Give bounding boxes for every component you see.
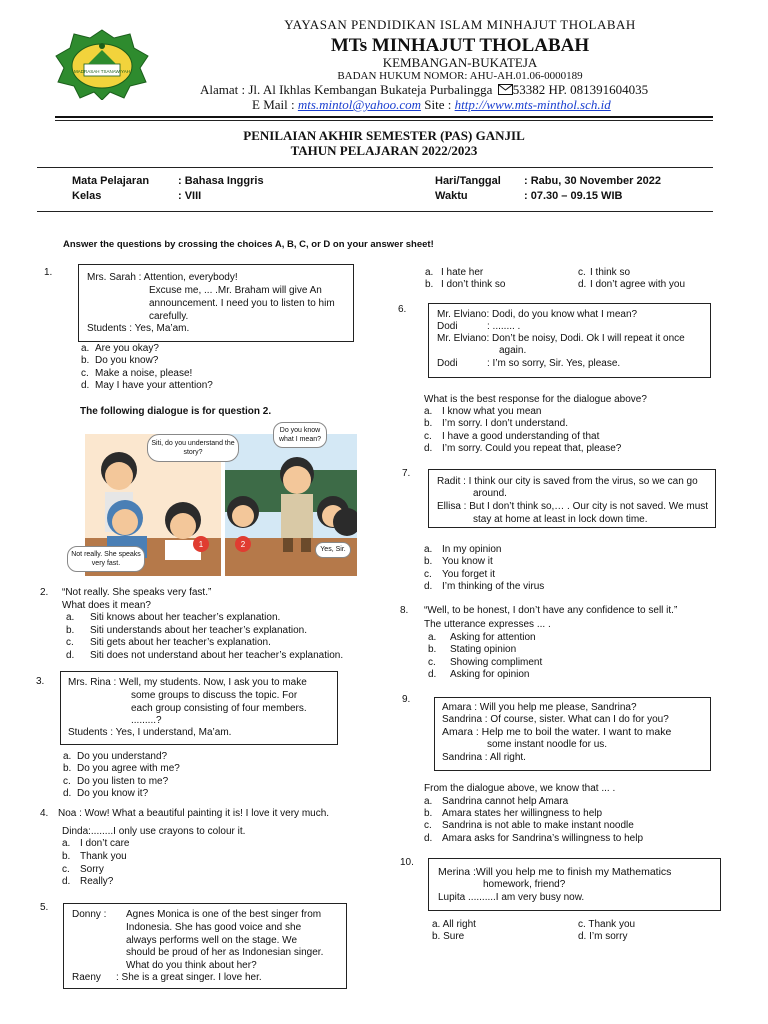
q6-line5-speaker: Dodi: [437, 358, 458, 369]
q6-line3: Mr. Elviano: Don’t be noisy, Dodi. Ok I will repeat it once: [437, 333, 685, 344]
q7-option-c[interactable]: c. You forget it: [424, 569, 496, 580]
q6-line5: : I’m so sorry, Sir. Yes, please.: [487, 358, 621, 369]
q1-line3: announcement. I need you to listen to him: [149, 298, 335, 309]
q4-option-b[interactable]: b. Thank you: [62, 851, 127, 862]
q8-option-a[interactable]: a. Asking for attention: [428, 632, 536, 643]
mail-icon: [498, 84, 513, 95]
class-label: Kelas: [72, 190, 102, 202]
q3-dialogue-box: [60, 671, 338, 745]
q5-option-d[interactable]: d. I don’t agree with you: [578, 279, 686, 290]
q2-number: 2.: [40, 587, 49, 598]
q3-line1: Mrs. Rina : Well, my students. Now, I ask you to make: [68, 677, 307, 688]
foundation-name: YAYASAN PENDIDIKAN ISLAM MINHAJUT THOLABAH: [284, 17, 636, 32]
q2-option-b[interactable]: b. Siti understands about her teacher’s explanation.: [66, 625, 307, 636]
class-value: : VIII: [178, 190, 202, 202]
speech-bubble-siti: Not really. She speaks very fast.: [67, 546, 145, 572]
q5-line6: : She is a great singer. I love her.: [116, 972, 262, 983]
q3-line4: .........?: [131, 715, 162, 726]
q2-question: What does it mean?: [62, 600, 151, 611]
q7-option-a[interactable]: a. In my opinion: [424, 544, 502, 555]
q1-option-c[interactable]: c. Make a noise, please!: [81, 368, 193, 379]
school-logo: [54, 28, 150, 100]
q9-option-d[interactable]: d. Amara asks for Sandrina’s willingness to help: [424, 833, 644, 844]
q6-dialogue-box: [428, 303, 711, 378]
q5-line2: Indonesia. She has good voice and she: [126, 922, 302, 933]
q4-option-c[interactable]: c. Sorry: [62, 864, 104, 875]
q10-number: 10.: [400, 857, 414, 868]
q6-option-d[interactable]: d. I’m sorry. Could you repeat that, please?: [424, 443, 622, 454]
q1-option-d[interactable]: d. May I have your attention?: [81, 380, 213, 391]
school-village: KEMBANGAN-BUKATEJA: [382, 55, 538, 70]
q1-dialogue-box: [78, 264, 354, 342]
q5-line4: should be proud of her as Indonesian singer.: [126, 947, 324, 958]
q5-donny: Donny :: [72, 909, 107, 920]
subject-label: Mata Pelajaran: [72, 175, 150, 187]
q7-option-d[interactable]: d. I’m thinking of the virus: [424, 581, 545, 592]
q1-line4: carefully.: [149, 311, 189, 322]
q6-line1: Mr. Elviano: Dodi, do you know what I mean?: [437, 309, 638, 320]
exam-title: PENILAIAN AKHIR SEMESTER (PAS) GANJIL: [243, 128, 525, 143]
q9-option-c[interactable]: c. Sandrina is not able to make instant noodle: [424, 820, 634, 831]
q3-option-c[interactable]: c. Do you listen to me?: [63, 776, 169, 787]
q9-line2: Sandrina : Of course, sister. What can I do for you?: [442, 714, 669, 725]
q6-question: What is the best response for the dialogue above?: [424, 394, 647, 405]
q4-line2: Dinda:........I only use crayons to colour it.: [62, 826, 246, 837]
q4-option-d[interactable]: d. Really?: [62, 876, 114, 887]
header-divider: [55, 116, 713, 118]
q2-option-d[interactable]: d. Siti does not understand about her teacher’s explanation.: [66, 650, 344, 661]
q5-line1: Agnes Monica is one of the best singer from: [126, 909, 322, 920]
q10-option-b[interactable]: b. Sure: [432, 931, 465, 942]
site-link[interactable]: http://www.mts-minthol.sch.id: [454, 97, 611, 112]
q2-illustration: [71, 420, 357, 576]
q5-dialogue-box: [63, 903, 347, 989]
q8-number: 8.: [400, 605, 409, 616]
q5-number: 5.: [40, 902, 49, 913]
q7-dialogue-box: [428, 469, 716, 528]
speech-bubble-teacher-2: Do you know what I mean?: [273, 422, 327, 448]
contact-line: [252, 97, 611, 113]
q5-raeny: Raeny: [72, 972, 101, 983]
speech-bubble-teacher-1: Siti, do you understand the story?: [147, 434, 239, 462]
q10-option-c[interactable]: c. Thank you: [578, 919, 636, 930]
q1-number: 1.: [44, 267, 53, 278]
q8-option-c[interactable]: c. Showing compliment: [428, 657, 543, 668]
q2-quote: “Not really. She speaks very fast.”: [62, 587, 212, 598]
q3-line3: each group consisting of four members.: [131, 703, 307, 714]
q10-line3: Lupita ..........I am very busy now.: [438, 892, 585, 903]
speech-bubble-students: Yes, Sir.: [315, 542, 351, 558]
q4-line1: Noa : Wow! What a beautiful painting it is! I love it very much.: [58, 808, 330, 819]
q3-line5: Students : Yes, I understand, Ma’am.: [68, 727, 232, 738]
school-name: MTs MINHAJUT THOLABAH: [330, 35, 590, 56]
q2-option-a[interactable]: a. Siti knows about her teacher’s explanation.: [66, 612, 281, 623]
q5-option-b[interactable]: b. I don’t think so: [425, 279, 506, 290]
q9-line3: Amara : Help me to boil the water. I want to make: [442, 726, 672, 738]
q6-option-a[interactable]: a. I know what you mean: [424, 406, 542, 417]
q5-line3: always performs well on the stage. We: [126, 935, 298, 946]
q6-number: 6.: [398, 304, 407, 315]
email-link[interactable]: mts.mintol@yahoo.com: [297, 97, 422, 112]
q10-line2: homework, friend?: [483, 879, 566, 890]
address-line: [200, 82, 760, 98]
email-label: E Mail :: [252, 97, 295, 112]
time-value: : 07.30 – 09.15 WIB: [524, 190, 623, 202]
q10-line1: Merina :Will you help me to finish my Mathematics: [438, 866, 672, 878]
postal-phone: 53382 HP. 081391604035: [512, 82, 649, 97]
q1-line5: Students : Yes, Ma’am.: [87, 323, 190, 334]
site-label: Site :: [424, 97, 452, 112]
q4-number: 4.: [40, 808, 49, 819]
q9-line4: some instant noodle for us.: [487, 739, 608, 750]
q3-line2: some groups to discuss the topic. For: [131, 690, 298, 701]
q7-line4: stay at home at least in lock down time.: [473, 514, 648, 525]
day-value: : Rabu, 30 November 2022: [524, 175, 661, 187]
q9-number: 9.: [402, 694, 411, 705]
q1-line2: Excuse me, ... .Mr. Braham will give An: [149, 285, 322, 296]
badge-2: 2: [240, 540, 246, 549]
q1-option-a[interactable]: a. Are you okay?: [81, 343, 159, 354]
exam-year: TAHUN PELAJARAN 2022/2023: [290, 143, 478, 158]
q1-option-b[interactable]: b. Do you know?: [81, 355, 159, 366]
q9-line1: Amara : Will you help me please, Sandrina?: [442, 702, 637, 713]
q6-option-b[interactable]: b. I’m sorry. I don’t understand.: [424, 418, 568, 429]
q7-line2: around.: [473, 488, 507, 499]
subject-value: : Bahasa Inggris: [178, 175, 264, 187]
q3-option-b[interactable]: b. Do you agree with me?: [63, 763, 180, 774]
q7-number: 7.: [402, 468, 411, 479]
q6-option-c[interactable]: c. I have a good understanding of that: [424, 431, 600, 442]
q5-line5: What do you think about her?: [126, 960, 257, 971]
info-top-line: [37, 167, 713, 168]
q1-line1: Mrs. Sarah : Attention, everybody!: [87, 272, 238, 283]
q9-line5: Sandrina : All right.: [442, 752, 526, 763]
q2-intro: The following dialogue is for question 2.: [80, 406, 272, 417]
q10-dialogue-box: [428, 858, 721, 911]
q8-quote: “Well, to be honest, I don’t have any confidence to sell it.”: [424, 605, 678, 616]
q3-option-d[interactable]: d. Do you know it?: [63, 788, 149, 799]
q6-line2-speaker: Dodi: [437, 321, 458, 332]
q3-number: 3.: [36, 676, 45, 687]
q6-line4: again.: [499, 345, 527, 356]
q8-option-d[interactable]: d. Asking for opinion: [428, 669, 530, 680]
q5-option-c[interactable]: c. I think so: [578, 267, 631, 278]
q3-option-a[interactable]: a. Do you understand?: [63, 751, 168, 762]
time-label: Waktu: [435, 190, 468, 202]
q6-line2: : ........ .: [487, 321, 521, 332]
logo-text: MADRASAH TSANAWIYAH: [74, 69, 130, 74]
q8-question: The utterance expresses ... .: [424, 619, 551, 630]
q9-option-b[interactable]: b. Amara states her willingness to help: [424, 808, 603, 819]
q7-line3: Ellisa : But I don’t think so,… . Our city is not saved. We must: [437, 501, 709, 512]
info-bottom-line: [37, 211, 713, 212]
day-label: Hari/Tanggal: [435, 175, 501, 187]
legal-number: BADAN HUKUM NOMOR: AHU-AH.01.06-0000189: [337, 70, 583, 82]
q5-option-a[interactable]: a. I hate her: [425, 267, 484, 278]
badge-1: 1: [198, 540, 204, 549]
q9-question: From the dialogue above, we know that ... .: [424, 783, 616, 794]
q10-option-a[interactable]: a. All right: [432, 919, 476, 930]
q7-option-b[interactable]: b. You know it: [424, 556, 493, 567]
q9-option-a[interactable]: a. Sandrina cannot help Amara: [424, 796, 569, 807]
address: Alamat : Jl. Al Ikhlas Kembangan Bukateja Purbalingga: [200, 82, 493, 97]
q2-option-c[interactable]: c. Siti gets about her teacher’s explanation.: [66, 637, 271, 648]
q9-dialogue-box: [434, 697, 711, 771]
instruction: Answer the questions by crossing the choices A, B, C, or D on your answer sheet!: [63, 239, 434, 250]
header-divider-thin: [55, 120, 713, 121]
q8-option-b[interactable]: b. Stating opinion: [428, 644, 517, 655]
q10-option-d[interactable]: d. I’m sorry: [578, 931, 628, 942]
q4-option-a[interactable]: a. I don’t care: [62, 838, 130, 849]
q7-line1: Radit : I think our city is saved from the virus, so we can go: [437, 476, 698, 487]
